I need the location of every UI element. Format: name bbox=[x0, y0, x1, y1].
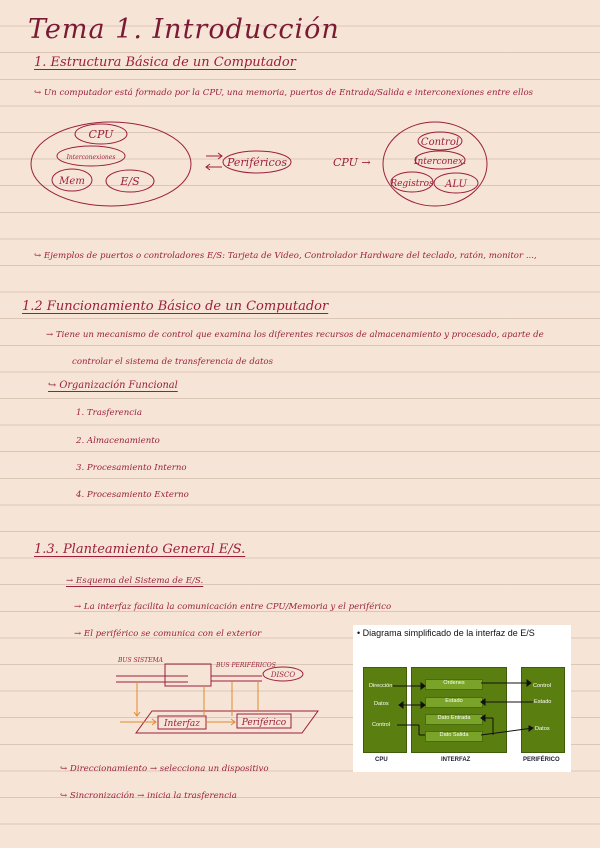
cpu-direccion: Dirección bbox=[369, 683, 393, 689]
system-box bbox=[165, 664, 211, 686]
cpu-control: Control bbox=[372, 722, 391, 728]
cpu-label: CPU bbox=[88, 128, 114, 141]
interfaz-dato-salida: Dato Salida bbox=[425, 731, 483, 742]
footer-cpu: CPU bbox=[375, 757, 388, 763]
s2-item-1: 1. Trasferencia bbox=[76, 408, 142, 418]
s1-text-2: ↪ Ejemplos de puertos o controladores E/S: Tarjeta de Video, Controlador Hardware del teclado, ratón, monitor ..., bbox=[34, 251, 537, 261]
es-diagram-arrows bbox=[353, 625, 571, 772]
s2-text-2: controlar el sistema de transferencia de datos bbox=[72, 357, 273, 367]
disco-label: DISCO bbox=[270, 671, 296, 679]
bus-sistema-label: BUS SISTEMA bbox=[118, 657, 163, 664]
periferico-estado: Estado bbox=[534, 699, 552, 705]
s2-text-1: → Tiene un mecanismo de control que examina los diferentes recursos de almacenamiento y procesado, aparte de bbox=[46, 330, 544, 340]
section-1-heading: 1. Estructura Básica de un Computador bbox=[34, 55, 296, 70]
registros-label: Registros bbox=[390, 179, 434, 189]
interfaz-dato-entrada: Dato Entrada bbox=[425, 714, 483, 725]
interfaz-estado: Estado bbox=[425, 697, 483, 708]
section-2-heading: 1.2 Funcionamiento Básico de un Computador bbox=[22, 299, 329, 314]
page-title: Tema 1. Introducción bbox=[28, 14, 340, 45]
periferico-control: Control bbox=[533, 683, 552, 689]
es-interface-diagram bbox=[353, 625, 571, 772]
s2-item-3: 3. Procesamiento Interno bbox=[76, 463, 187, 473]
s2-item-2: 2. Almacenamiento bbox=[76, 436, 160, 446]
periferico-label: Periférico bbox=[241, 718, 287, 728]
s3-text-2: → El periférico se comunica con el exterior bbox=[74, 629, 262, 639]
interconex-label: Interconex. bbox=[413, 157, 467, 167]
s3-esquema: → Esquema del Sistema de E/S. bbox=[66, 576, 204, 586]
es-diagram-title: • Diagrama simplificado de la interfaz de E/S bbox=[357, 628, 535, 638]
interfaz-label: Interfaz bbox=[163, 719, 201, 729]
s3-direccionamiento: ↪ Direccionamiento → selecciona un dispositivo bbox=[60, 764, 269, 774]
interconexiones-label: Interconexiones bbox=[66, 154, 116, 161]
section-3-heading: 1.3. Planteamiento General E/S. bbox=[34, 542, 246, 557]
es-label: E/S bbox=[120, 175, 140, 188]
s1-text-1: ↪ Un computador está formado por la CPU, una memoria, puertos de Entrada/Salida e interconexiones entre ellos bbox=[34, 88, 534, 98]
cpu-datos: Datos bbox=[374, 701, 389, 707]
s2-item-4: 4. Procesamiento Externo bbox=[76, 490, 189, 500]
alu-label: ALU bbox=[445, 179, 467, 190]
footer-interfaz: INTERFAZ bbox=[441, 757, 471, 763]
periferico-datos: Datos bbox=[535, 726, 550, 732]
s3-sincronizacion: ↪ Sincronización → inicia la trasferencia bbox=[60, 791, 237, 801]
s2-subheading: ↪ Organización Funcional bbox=[48, 380, 178, 391]
mem-label: Mem bbox=[59, 176, 85, 187]
interfaz-ordenes: Ordenes bbox=[425, 679, 483, 690]
s3-text-1: → La interfaz facilita la comunicación entre CPU/Memoria y el periférico bbox=[74, 602, 392, 612]
footer-periferico: PERIFÉRICO bbox=[523, 757, 560, 763]
cpu-arrow-label: CPU → bbox=[333, 156, 371, 169]
perifericos-label: Periféricos bbox=[227, 156, 287, 169]
bus-perifericos-label: BUS PERIFÉRICOS bbox=[216, 662, 276, 669]
control-label: Control bbox=[420, 137, 460, 148]
